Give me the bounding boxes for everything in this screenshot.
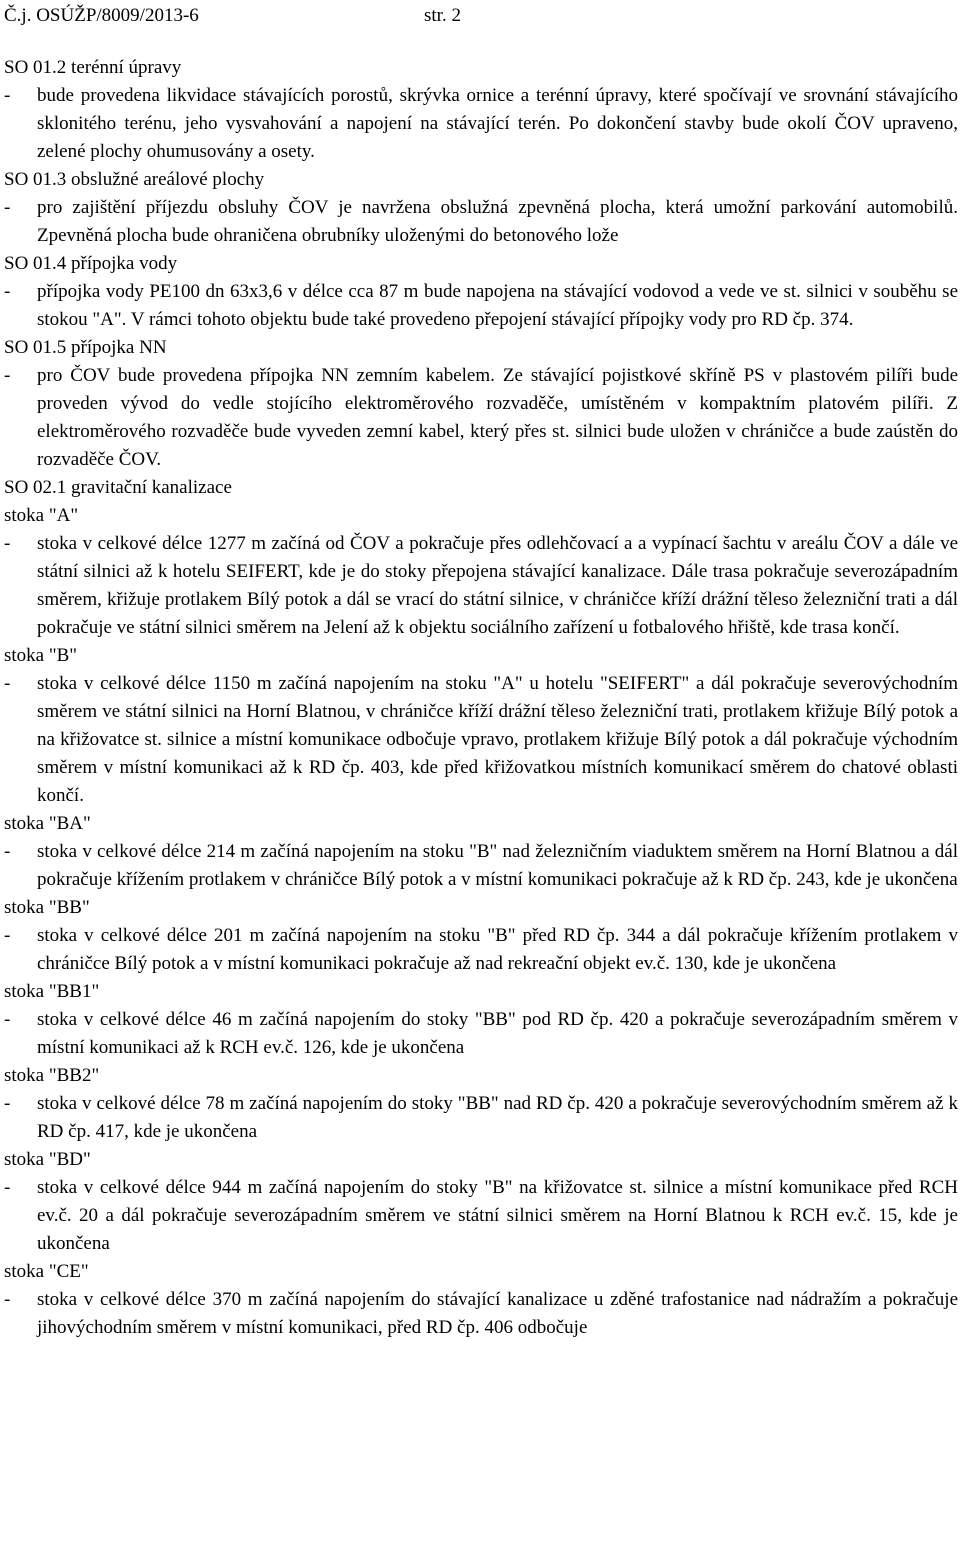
- list-item: [4, 194, 958, 250]
- list-dash: -: [4, 1177, 11, 1198]
- sewer-heading: stoka "CE": [4, 1261, 89, 1282]
- list-item: [4, 1090, 958, 1146]
- list-item-text: stoka v celkové délce 214 m začíná napojením na stoku "B" nad železničním viaduktem směrem na Horní Blatnou a dál pokračuje křížením protlakem v chráničce Bílý potok a v místní komunikaci pokračuje až k RD čp. 243, kde je ukončena: [37, 841, 958, 890]
- list-item-text: stoka v celkové délce 944 m začíná napojením do stoky "B" na křižovatce st. silnice a místní komunikace před RCH ev.č. 20 a dál pokračuje severozápadním směrem ve státní silnici směrem na Horní Blatnou k RCH ev.č. 15, kde je ukončena: [37, 1177, 958, 1254]
- list-item-text: stoka v celkové délce 370 m začíná napojením do stávající kanalizace u zděné trafostanice nad nádražím a pokračuje jihovýchodním směrem v místní komunikaci, před RD čp. 406 odbočuje: [37, 1289, 958, 1338]
- list-dash: -: [4, 841, 11, 862]
- section-heading: SO 01.5 přípojka NN: [4, 337, 167, 358]
- list-item: [4, 82, 958, 166]
- section-heading: SO 01.3 obslužné areálové plochy: [4, 169, 265, 190]
- list-item: [4, 278, 958, 334]
- sewer-heading: stoka "B": [4, 645, 78, 666]
- sewer-heading: stoka "BB2": [4, 1065, 100, 1086]
- list-item-text: bude provedena likvidace stávajících porostů, skrývka ornice a terénní úpravy, které spočívají ve srovnání stávajícího sklonitého terénu, jeho vysvahování a napojení na stávající terén. Po dokončení stavby bude okolí ČOV upraveno, zelené plochy ohumusovány a osety.: [37, 85, 958, 162]
- sewer-heading: stoka "BA": [4, 813, 91, 834]
- list-item: [4, 530, 958, 642]
- sewer-heading: stoka "BD": [4, 1149, 91, 1170]
- list-dash: -: [4, 1289, 11, 1310]
- document-reference: Č.j. OSÚŽP/8009/2013-6: [4, 5, 199, 26]
- list-dash: -: [4, 85, 11, 106]
- list-item-text: stoka v celkové délce 78 m začíná napojením do stoky "BB" nad RD čp. 420 a pokračuje severovýchodním směrem až k RD čp. 417, kde je ukončena: [37, 1093, 958, 1142]
- list-dash: -: [4, 365, 11, 386]
- list-item: [4, 1286, 958, 1342]
- list-item-text: stoka v celkové délce 46 m začíná napojením do stoky "BB" pod RD čp. 420 a pokračuje severozápadním směrem v místní komunikaci až k RCH ev.č. 126, kde je ukončena: [37, 1009, 958, 1058]
- list-dash: -: [4, 1009, 11, 1030]
- list-item: [4, 362, 958, 474]
- sewer-heading: stoka "BB1": [4, 981, 100, 1002]
- list-item-text: přípojka vody PE100 dn 63x3,6 v délce cca 87 m bude napojena na stávající vodovod a vede ve st. silnici v souběhu se stokou "A". V rámci tohoto objektu bude také provedeno přepojení stávající přípojky vody pro RD čp. 374.: [37, 281, 958, 330]
- list-item-text: pro zajištění příjezdu obsluhy ČOV je navržena obslužná zpevněná plocha, která umožní parkování automobilů. Zpevněná plocha bude ohraničena obrubníky uloženými do betonového lože: [37, 197, 958, 246]
- section-heading: SO 01.4 přípojka vody: [4, 253, 178, 274]
- list-item: [4, 838, 958, 894]
- list-item: [4, 670, 958, 810]
- sewer-heading: stoka "BB": [4, 897, 90, 918]
- list-dash: -: [4, 533, 11, 554]
- list-item: [4, 1174, 958, 1258]
- document-body: [4, 54, 958, 1342]
- page-header: [4, 4, 461, 28]
- list-dash: -: [4, 1093, 11, 1114]
- section-heading: SO 01.2 terénní úpravy: [4, 57, 182, 78]
- page-number: str. 2: [424, 5, 461, 26]
- list-dash: -: [4, 673, 11, 694]
- section-heading: SO 02.1 gravitační kanalizace: [4, 477, 232, 498]
- list-item-text: stoka v celkové délce 1150 m začíná napojením na stoku "A" u hotelu "SEIFERT" a dál pokračuje severovýchodním směrem ve státní silnici na Horní Blatnou, v chráničce kříží drážní těleso železniční trati, protlakem křižuje Bílý potok a na křižovatce st. silnice a místní komunikace odbočuje vpravo, protlakem křižuje Bílý potok a dál pokračuje východním směrem v místní komunikaci až k RD čp. 403, kde před křižovatkou místních komunikací směrem do chatové oblasti končí.: [37, 673, 958, 806]
- list-item-text: pro ČOV bude provedena přípojka NN zemním kabelem. Ze stávající pojistkové skříně PS v plastovém pilíři bude proveden vývod do vedle stojícího elektroměrového rozvaděče, umístěném v kompaktním platovém pilíři. Z elektroměrového rozvaděče bude vyveden zemní kabel, který přes st. silnici bude uložen v chráničce a bude zaústěn do rozvaděče ČOV.: [37, 365, 958, 470]
- list-dash: -: [4, 281, 11, 302]
- list-item-text: stoka v celkové délce 1277 m začíná od ČOV a pokračuje přes odlehčovací a a vypínací šachtu v areálu ČOV a dále ve státní silnici až k hotelu SEIFERT, kde je do stoky přepojena stávající kanalizace. Dále trasa pokračuje severozápadním směrem, křižuje protlakem Bílý potok a dál se vrací do státní silnice, v chráničce kříží drážní těleso železniční trati a dál pokračuje ve státní silnici směrem na Jelení až k objektu sociálního zařízení u fotbalového hřiště, kde trasa končí.: [37, 533, 958, 638]
- sewer-heading: stoka "A": [4, 505, 79, 526]
- list-item: [4, 1006, 958, 1062]
- list-item: [4, 922, 958, 978]
- list-item-text: stoka v celkové délce 201 m začíná napojením na stoku "B" před RD čp. 344 a dál pokračuje křížením protlakem v chráničce Bílý potok a v místní komunikaci pokračuje až nad rekreační objekt ev.č. 130, kde je ukončena: [37, 925, 958, 974]
- list-dash: -: [4, 925, 11, 946]
- list-dash: -: [4, 197, 11, 218]
